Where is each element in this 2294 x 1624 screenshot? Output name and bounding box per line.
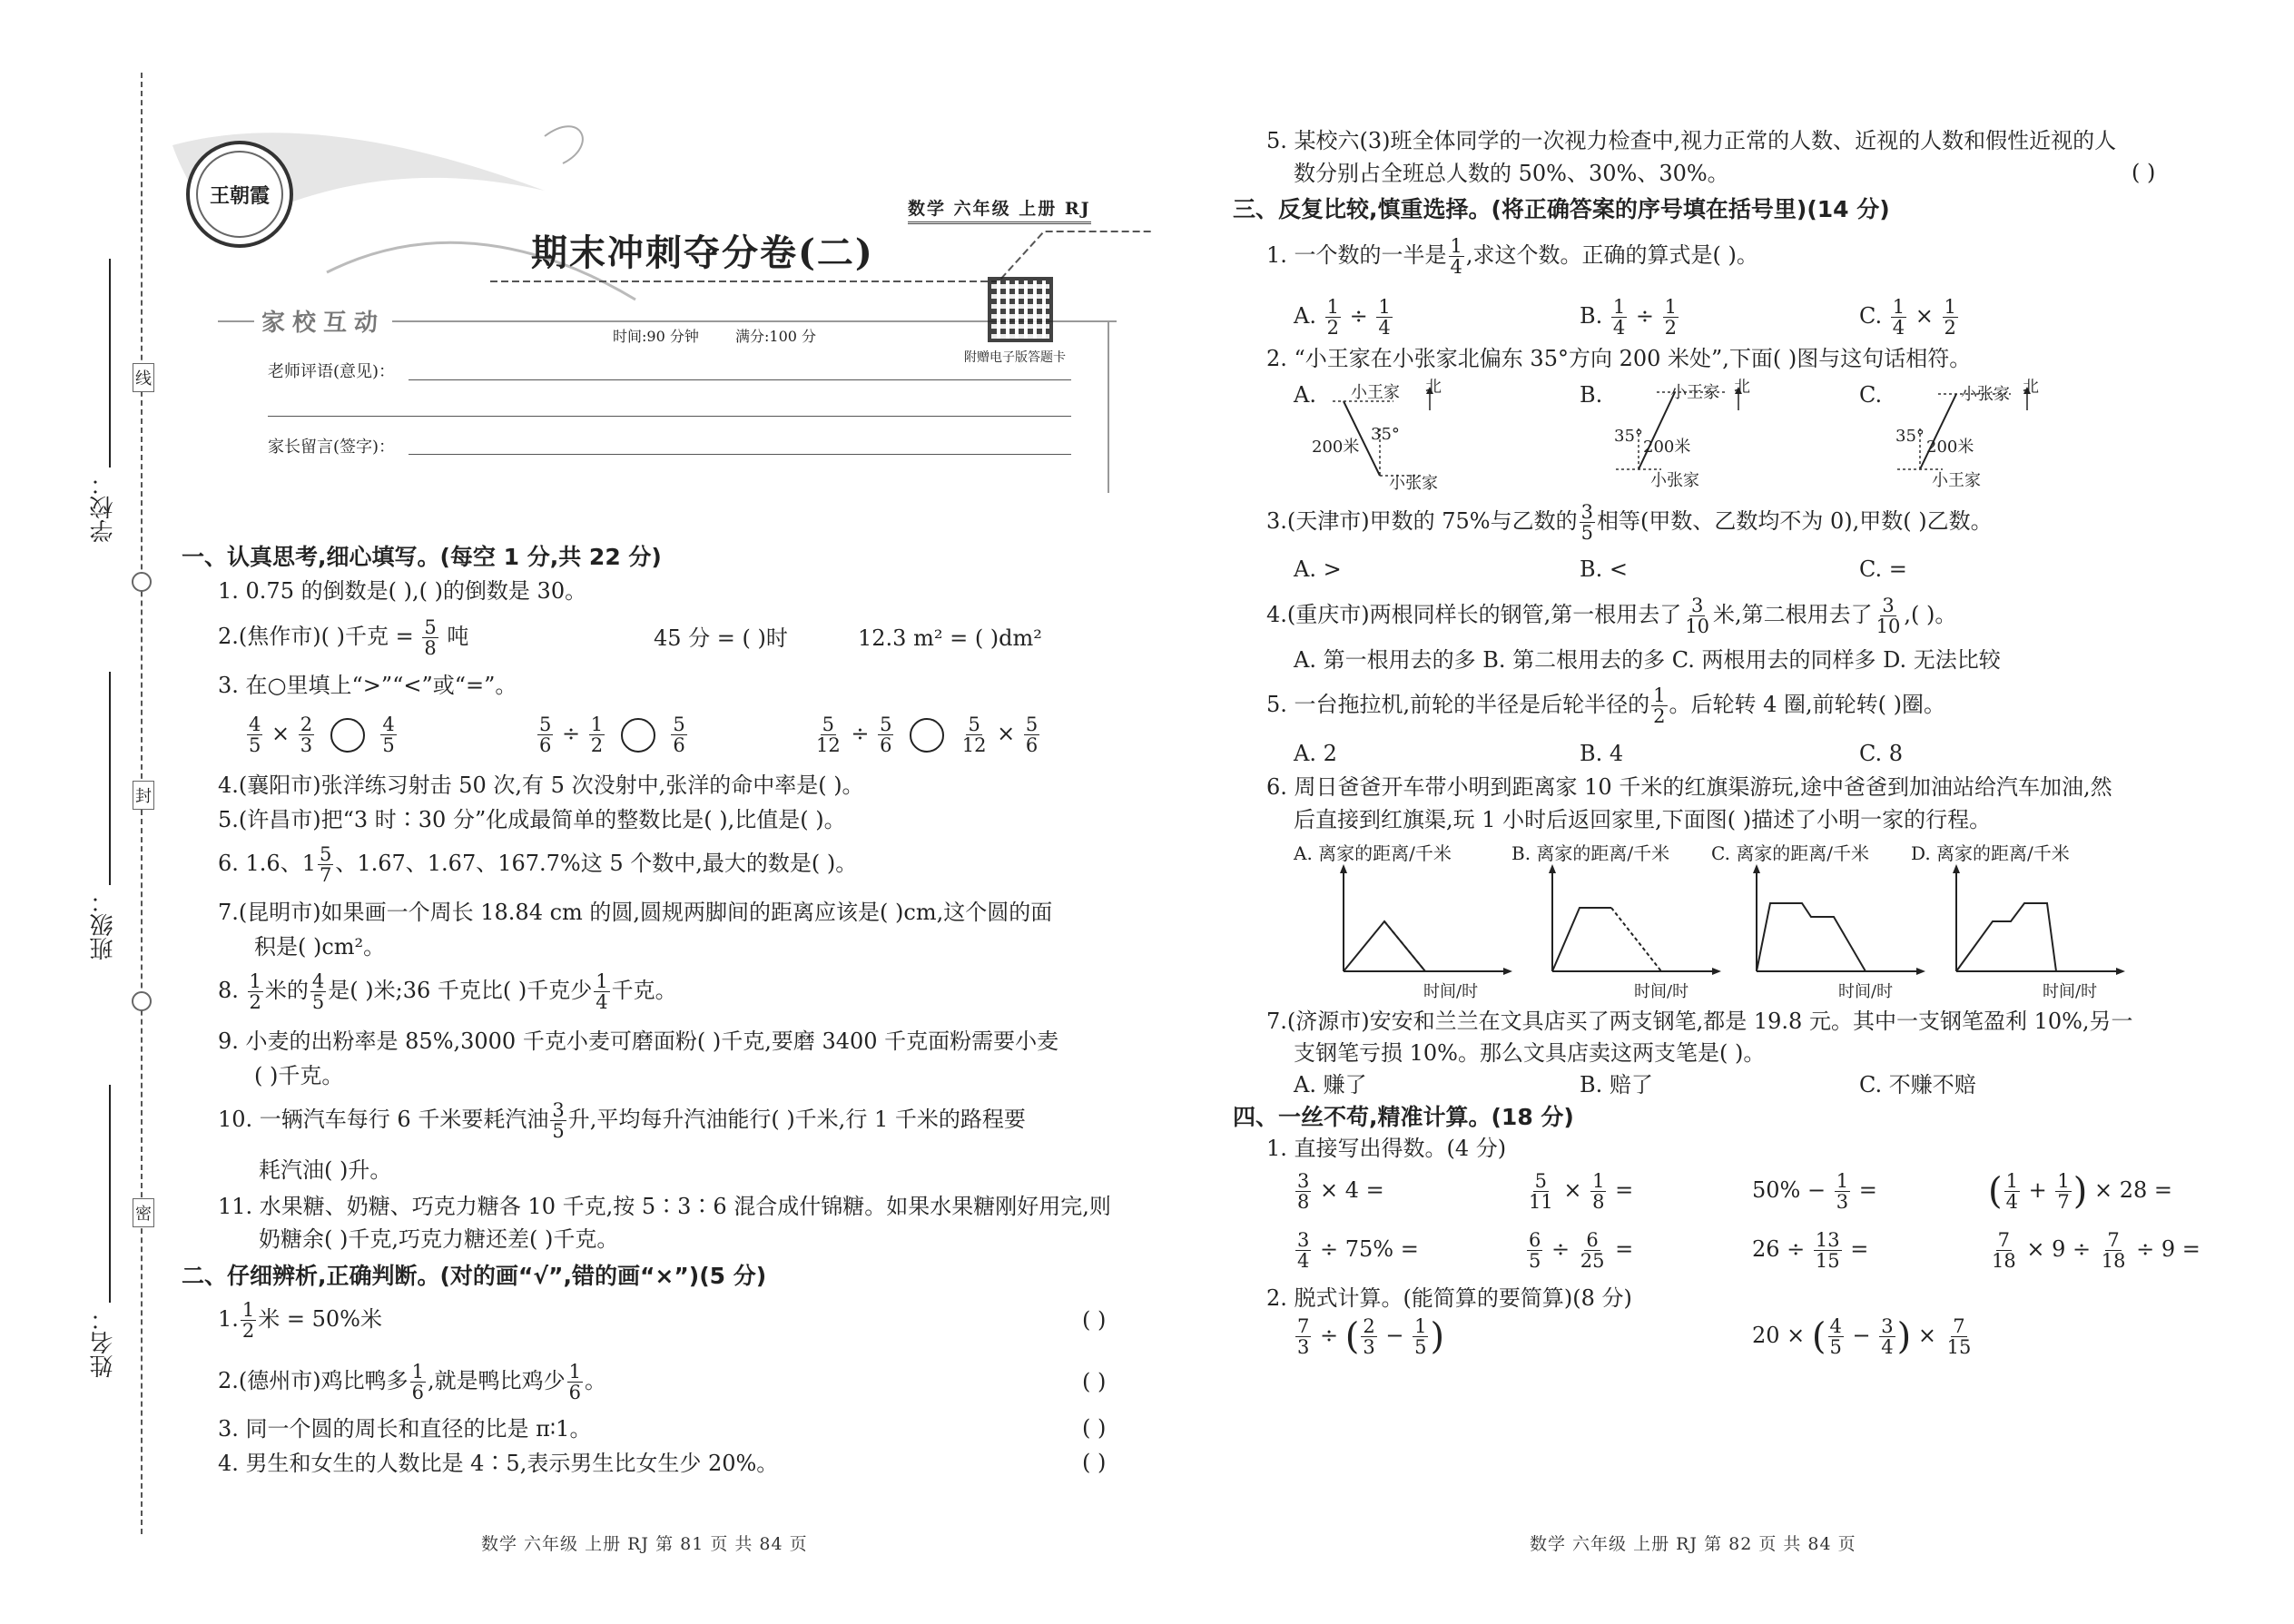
s3-q7-opt-c: C. 不赚不赔 [1859, 1072, 1976, 1097]
s2-q2: 2.(德州市)鸡比鸭多 $\frac{1}{6}$ ,就是鸭比鸡少 $\frac{1}{6}$ 。 [218, 1361, 607, 1403]
map-b-dist: 200米 [1643, 438, 1691, 457]
s3-q5-part2: 。后轮转 4 圈,前轮转( )圈。 [1669, 692, 1946, 717]
s3-q2: 2. “小王家在小张家北偏东 35°方向 200 米处”,下面( )图与这句话相符。 [1266, 346, 1972, 371]
calc-9: $\frac{7}{3}$ ÷ ( $\frac{2}{3}$ − $\frac{1}{5}$ ) [1297, 1315, 1445, 1358]
s3-q4-part2: 米,第二根用去了 [1713, 602, 1873, 627]
section-2-title: 二、仔细辨析,正确判断。(对的画“√”,错的画“×”)(5 分) [182, 1263, 767, 1289]
name-line [109, 1085, 111, 1303]
s3-q4-part1: 4.(重庆市)两根同样长的钢管,第一根用去了 [1266, 602, 1682, 627]
teacher-comment-line-2[interactable] [268, 416, 1071, 417]
s2-q1: 1. $\frac{1}{2}$ 米 = 50%米 [218, 1299, 382, 1342]
s3-q3-part2: 相等(甲数、乙数均不为 0),甲数( )乙数。 [1596, 508, 1993, 534]
s1-q5: 5.(许昌市)把“3 时∶30 分”化成最简单的整数比是( ),比值是( )。 [218, 807, 846, 832]
map-c-wang: 小王家 [1932, 471, 1981, 490]
graph-d-ylabel: 离家的距离/千米 [1936, 842, 2070, 864]
s4-q1: 1. 直接写出得数。(4 分) [1266, 1136, 1507, 1161]
s1-q3-c: $\frac{5}{12}$ ÷ $\frac{5}{6}$ $\frac{5}{12}$ × $\frac{5}{6}$ [816, 714, 1039, 756]
s1-q11a: 11. 水果糖、奶糖、巧克力糖各 10 千克,按 5∶3∶6 混合成什锦糖。如果水果糖刚好用完,则 [218, 1194, 1111, 1219]
graph-b-ylabel: 离家的距离/千米 [1536, 842, 1670, 864]
compare-circle-1[interactable] [330, 718, 365, 753]
map-c-north: 北 [2023, 378, 2039, 397]
s1-q10-part1: 10. 一辆汽车每行 6 千米要耗汽油 [218, 1107, 549, 1132]
graph-b [1543, 862, 1725, 980]
compare-circle-2[interactable] [621, 718, 655, 753]
binding-hole-2 [132, 991, 152, 1011]
s2-q1-part2: 米 = 50%米 [258, 1306, 382, 1332]
s3-q7-opt-a: A. 赚了 [1294, 1072, 1367, 1097]
s1-q2c: 45 分 = ( )时 [654, 625, 788, 651]
map-b-deg: 35° [1614, 427, 1643, 446]
s1-q10-part2: 升,平均每升汽油能行( )千米,行 1 千米的路程要 [567, 1107, 1026, 1132]
s1-q11b: 奶糖余( )千克,巧克力糖还差( )千克。 [259, 1226, 619, 1252]
graph-d-xlabel: 时间/时 [2043, 982, 2098, 1001]
teacher-comment-label: 老师评语(意见)： [268, 362, 396, 381]
s3-q7b: 支钢笔亏损 10%。那么文具店卖这两支笔是( )。 [1294, 1040, 1766, 1066]
school-line [109, 259, 111, 468]
s1-q8-part2: 米的 [264, 978, 309, 1003]
s1-q2-part1: 2.(焦作市)( )千克 = [218, 624, 414, 649]
s1-q6-part2: 、1.67、1.67、167.7%这 5 个数中,最大的数是( )。 [335, 851, 858, 876]
graph-a-letter: A. [1294, 842, 1313, 864]
s1-q8-part1: 8. [218, 978, 239, 1003]
calc-4: ( $\frac{1}{4}$ + $\frac{1}{7}$ ) × 28 = [1988, 1170, 2172, 1213]
s1-q8-part3: 是( )米;36 千克比( )千克少 [328, 978, 593, 1003]
calc-6: $\frac{6}{5}$ ÷ $\frac{6}{25}$ = [1529, 1229, 1634, 1272]
map-c-dist: 200米 [1926, 438, 1974, 457]
s3-q1-opt-c: C. $\frac{1}{4}$ × $\frac{1}{2}$ [1859, 296, 1956, 339]
qr-code [988, 277, 1053, 342]
s3-q1-part2: ,求这个数。正确的算式是( )。 [1465, 242, 1758, 268]
s1-q9a: 9. 小麦的出粉率是 85%,3000 千克小麦可磨面粉( )千克,要磨 3400 千克面粉需要小麦 [218, 1029, 1059, 1054]
calc-8: $\frac{7}{18}$ × 9 ÷ $\frac{7}{18}$ ÷ 9 = [1992, 1229, 2200, 1272]
s2-q5b: 数分别占全班总人数的 50%、30%、30%。 [1294, 161, 1729, 186]
graph-b-xlabel: 时间/时 [1634, 982, 1689, 1001]
map-a-dist: 200米 [1312, 438, 1360, 457]
s3-q4-options: A. 第一根用去的多 B. 第二根用去的多 C. 两根用去的同样多 D. 无法比较 [1294, 647, 2001, 673]
s2-q2-answer[interactable]: ( ) [1082, 1369, 1107, 1394]
map-a-deg: 35° [1371, 425, 1400, 444]
seal-xian: 线 [133, 363, 154, 392]
graph-d-letter: D. [1911, 842, 1931, 864]
calc-2: $\frac{5}{11}$ × $\frac{1}{8}$ = [1529, 1170, 1634, 1213]
calc-7: 26 ÷ $\frac{13}{15}$ = [1752, 1229, 1869, 1272]
s2-q1-part1: 1. [218, 1306, 239, 1332]
brand-logo [186, 141, 293, 248]
s3-q4: 4.(重庆市)两根同样长的钢管,第一根用去了 $\frac{3}{10}$ 米,第二根用去了 $\frac{3}{10}$ ,( )。 [1266, 595, 1957, 637]
map-a-label: A. [1294, 382, 1316, 408]
s1-q6: 6. 1.6、1 $\frac{5}{7}$ 、1.67、1.67、167.7%这 5 个数中,最大的数是( )。 [218, 843, 858, 886]
seal-mi: 密 [133, 1198, 154, 1227]
s1-q3: 3. 在○里填上“>”“<”或“=”。 [218, 673, 517, 698]
s1-q1: 1. 0.75 的倒数是( ),( )的倒数是 30。 [218, 578, 587, 604]
footer-left: 数学 六年级 上册 RJ 第 81 页 共 84 页 [481, 1534, 808, 1554]
s3-q5-opt-b: B. 4 [1580, 741, 1624, 766]
s2-q5-answer[interactable]: ( ) [2132, 160, 2156, 185]
s3-q5-part1: 5. 一台拖拉机,前轮的半径是后轮半径的 [1266, 692, 1650, 717]
s3-q4-part3: ,( )。 [1904, 602, 1957, 627]
binding-hole-1 [132, 572, 152, 592]
parent-comment-label: 家长留言(签字)： [268, 438, 396, 457]
s1-q10: 10. 一辆汽车每行 6 千米要耗汽油 $\frac{3}{5}$ 升,平均每升汽油能行( )千米,行 1 千米的路程要 [218, 1099, 1026, 1142]
s2-q2-part3: 。 [585, 1368, 607, 1393]
s3-q1: 1. 一个数的一半是 $\frac{1}{4}$ ,求这个数。正确的算式是( )。 [1266, 235, 1758, 278]
s1-q7b: 积是( )cm²。 [254, 934, 386, 960]
s3-q1-opt-b: B. $\frac{1}{4}$ ÷ $\frac{1}{2}$ [1580, 296, 1678, 339]
graph-a [1334, 862, 1516, 980]
s3-q7-opt-b: B. 赔了 [1580, 1072, 1653, 1097]
footer-right: 数学 六年级 上册 RJ 第 82 页 共 84 页 [1530, 1534, 1856, 1554]
section-1-title: 一、认真思考,细心填写。(每空 1 分,共 22 分) [182, 544, 662, 570]
graph-a-xlabel: 时间/时 [1423, 982, 1479, 1001]
calc-10: 20 × ( $\frac{4}{5}$ − $\frac{3}{4}$ ) × $\frac{7}{15}$ [1752, 1315, 1972, 1358]
class-line [109, 672, 111, 885]
s3-q5-opt-c: C. 8 [1859, 741, 1904, 766]
s1-q6-part1: 6. 1.6、1 [218, 851, 316, 876]
calc-3: 50% − $\frac{1}{3}$ = [1752, 1170, 1877, 1213]
s2-q4-answer[interactable]: ( ) [1082, 1450, 1107, 1475]
s1-q7a: 7.(昆明市)如果画一个周长 18.84 cm 的圆,圆规两脚间的距离应该是( )cm,这个圆的面 [218, 900, 1053, 925]
s1-q3-b: $\frac{5}{6}$ ÷ $\frac{1}{2}$ $\frac{5}{6}$ [539, 714, 685, 756]
s3-q6b: 后直接到红旗渠,玩 1 小时后返回家里,下面图( )描述了小明一家的行程。 [1294, 807, 1992, 832]
map-a-wang: 小王家 [1351, 383, 1400, 402]
class-label: 班级： [90, 890, 117, 960]
s4-q2: 2. 脱式计算。(能简算的要简算)(8 分) [1266, 1285, 1632, 1311]
map-c-deg: 35° [1895, 427, 1925, 446]
s2-q5a: 5. 某校六(3)班全体同学的一次视力检查中,视力正常的人数、近视的人数和假性近视的人 [1266, 128, 2117, 153]
map-b-zhang: 小张家 [1650, 471, 1699, 490]
logo-text: 王朝霞 [209, 183, 270, 208]
map-c-label: C. [1859, 382, 1883, 408]
graph-c-ylabel: 离家的距离/千米 [1736, 842, 1870, 864]
jiaxiao-label: 家校互动 [254, 304, 392, 338]
s2-q2-part2: ,就是鸭比鸡少 [428, 1368, 566, 1393]
teacher-comment-line[interactable] [409, 379, 1071, 380]
section-3-title: 三、反复比较,慎重选择。(将正确答案的序号填在括号里)(14 分) [1233, 196, 1890, 222]
s1-q10c: 耗汽油( )升。 [259, 1157, 392, 1183]
s2-q3-answer[interactable]: ( ) [1082, 1415, 1107, 1441]
s3-q3-opt-a: A. > [1294, 556, 1342, 582]
s3-q1-part1: 1. 一个数的一半是 [1266, 242, 1447, 268]
graph-d [1947, 862, 2129, 980]
graph-b-letter: B. [1511, 842, 1531, 864]
subject-tag: 数学 六年级 上册 RJ [908, 195, 1091, 224]
s3-q3-opt-c: C. = [1859, 556, 1907, 582]
s3-q7a: 7.(济源市)安安和兰兰在文具店买了两支钢笔,都是 19.8 元。其中一支钢笔盈利 10%,另一 [1266, 1009, 2133, 1034]
s1-q2-part2: 吨 [447, 624, 469, 649]
s3-q3: 3.(天津市)甲数的 75%与乙数的 $\frac{3}{5}$ 相等(甲数、乙数均不为 0),甲数( )乙数。 [1266, 501, 1993, 544]
name-label: 姓名： [90, 1307, 117, 1378]
s1-q3-a: $\frac{4}{5}$ × $\frac{2}{3}$ $\frac{4}{5}$ [249, 714, 395, 756]
seal-feng: 封 [133, 781, 154, 810]
exam-score: 满分:100 分 [735, 328, 817, 345]
s1-q4: 4.(襄阳市)张洋练习射击 50 次,有 5 次没射中,张洋的命中率是( )。 [218, 773, 864, 798]
graph-a-ylabel: 离家的距离/千米 [1318, 842, 1452, 864]
s3-q3-part1: 3.(天津市)甲数的 75%与乙数的 [1266, 508, 1578, 534]
qr-caption: 附赠电子版答题卡 [964, 350, 1066, 365]
compare-circle-3[interactable] [910, 718, 944, 753]
map-b-wang: 小王家 [1670, 383, 1719, 402]
map-c-zhang: 小张家 [1961, 385, 2010, 404]
s2-q1-answer[interactable]: ( ) [1082, 1307, 1107, 1333]
graph-c [1748, 862, 1929, 980]
calc-1: $\frac{3}{8}$ × 4 = [1297, 1170, 1384, 1213]
exam-time: 时间:90 分钟 [613, 328, 699, 345]
school-label: 学校： [90, 472, 117, 543]
map-b-north: 北 [1734, 378, 1750, 397]
s1-q2d: 12.3 m² = ( )dm² [858, 625, 1042, 651]
graph-c-xlabel: 时间/时 [1838, 982, 1894, 1001]
paper-title: 期末冲刺夺分卷(二) [531, 231, 874, 274]
s1-q2: 2.(焦作市)( )千克 = $\frac{5}{8}$ 吨 [218, 616, 469, 659]
s2-q3: 3. 同一个圆的周长和直径的比是 π∶1。 [218, 1416, 592, 1442]
s3-q1-opt-a: A. $\frac{1}{2}$ ÷ $\frac{1}{4}$ [1294, 296, 1391, 339]
section-4-title: 四、一丝不苟,精准计算。(18 分) [1233, 1104, 1574, 1130]
map-a-zhang: 小张家 [1389, 474, 1438, 493]
s1-q8-part4: 千克。 [611, 978, 677, 1003]
s3-q3-opt-b: B. < [1580, 556, 1629, 582]
s2-q4: 4. 男生和女生的人数比是 4∶5,表示男生比女生少 20%。 [218, 1451, 779, 1476]
s1-q9b: ( )千克。 [254, 1063, 344, 1088]
s2-q2-part1: 2.(德州市)鸡比鸭多 [218, 1368, 409, 1393]
map-b-label: B. [1580, 382, 1603, 408]
map-a-north: 北 [1425, 378, 1442, 397]
s3-q6a: 6. 周日爸爸开车带小明到距离家 10 千米的红旗渠游玩,途中爸爸到加油站给汽车加油,然 [1266, 774, 2112, 800]
parent-comment-line[interactable] [409, 454, 1071, 455]
s3-q5: 5. 一台拖拉机,前轮的半径是后轮半径的 $\frac{1}{2}$ 。后轮转 4 圈,前轮转( )圈。 [1266, 684, 1946, 727]
calc-5: $\frac{3}{4}$ ÷ 75% = [1297, 1229, 1419, 1272]
s1-q8: 8. $\frac{1}{2}$ 米的 $\frac{4}{5}$ 是( )米;36 千克比( )千克少 $\frac{1}{4}$ 千克。 [218, 970, 677, 1013]
s3-q5-opt-a: A. 2 [1294, 741, 1337, 766]
graph-c-letter: C. [1711, 842, 1730, 864]
